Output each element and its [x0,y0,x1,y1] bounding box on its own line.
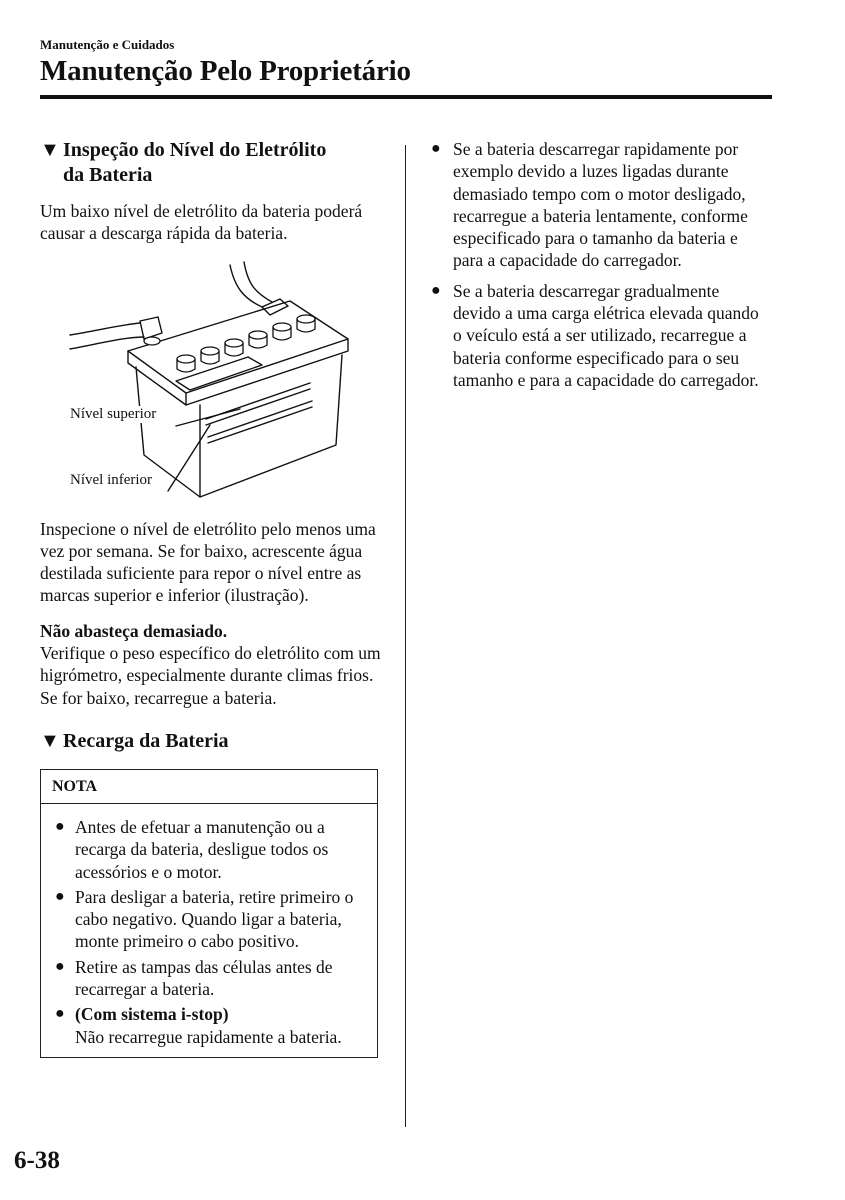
list-item [52,1003,371,1048]
section-kicker: Manutenção e Cuidados [40,37,175,52]
list-item [52,886,371,953]
recharge-bullets [428,138,768,391]
title-rule [40,95,772,99]
bullet-icon: ● [431,281,441,299]
triangle-marker-icon: ▼ [40,729,60,752]
bullet-text: Se a bateria descarregar gradualmente devido a uma carga elétrica elevada quando o veículo está a ser utilizado, recarregue a bateria conforme especificado para o seu tamanho e para a capacidade do carregador. [453,280,759,390]
note-box [40,769,378,1058]
note-item-text: Antes de efetuar a manutenção ou a recarga da bateria, desligue todos os acessórios e o motor. [75,816,329,882]
note-item-text: Para desligar a bateria, retire primeiro o cabo negativo. Quando ligar a bateria, monte primeiro o cabo positivo. [75,886,354,952]
heading-text: Recarga da Bateria [63,729,229,752]
note-list [41,804,377,1057]
upper-level-label: Nível superior [70,405,157,422]
heading-line-2: da Bateria [63,164,153,186]
list-item [428,138,768,272]
note-item-text: Não recarregue rapidamente a bateria. [75,1026,342,1047]
battery-drawing [40,259,390,504]
section-heading-electrolyte [40,138,390,188]
note-title: NOTA [41,770,377,804]
left-column [40,138,390,1058]
list-item [428,280,768,391]
heading-line-1: Inspeção do Nível do Eletrólito [63,139,327,161]
bullet-icon: ● [55,817,65,835]
lower-level-label: Nível inferior [70,471,153,488]
battery-illustration [40,259,390,504]
inspection-paragraph: Inspecione o nível de eletrólito pelo menos uma vez por semana. Se for baixo, acrescente água destilada suficiente para repor o nível entre as marcas superior e inferior (ilustração). [40,518,376,606]
page-number: 6-38 [14,1147,60,1174]
note-item-text: Retire as tampas das células antes de recarregar a bateria. [75,956,333,1000]
hydrometer-paragraph: Verifique o peso específico do eletrólito com um higrómetro, especialmente durante climas frios. Se for baixo, recarregue a bateria. [40,643,381,708]
section-heading-recharge [40,729,390,754]
bullet-icon: ● [55,1005,65,1023]
column-divider [405,145,406,1127]
right-column [428,138,768,399]
warning-bold-line: Não abasteça demasiado. [40,620,228,641]
triangle-marker-icon: ▼ [40,139,60,161]
bullet-text: Se a bateria descarregar rapidamente por exemplo devido a luzes ligadas durante demasiado tempo com o motor desligado, recarregue a bateria lentamente, conforme especificado para o tamanho da bateria e para a capacidade do carregador. [453,139,748,271]
intro-paragraph: Um baixo nível de eletrólito da bateria poderá causar a descarga rápida da bateria. [40,201,363,244]
note-item-bold-text: (Com sistema i-stop) [75,1004,229,1025]
bullet-icon: ● [55,887,65,905]
list-item [52,816,371,883]
list-item [52,956,371,1001]
bullet-icon: ● [55,957,65,975]
page-title: Manutenção Pelo Proprietário [40,55,411,87]
bullet-icon: ● [431,140,441,157]
